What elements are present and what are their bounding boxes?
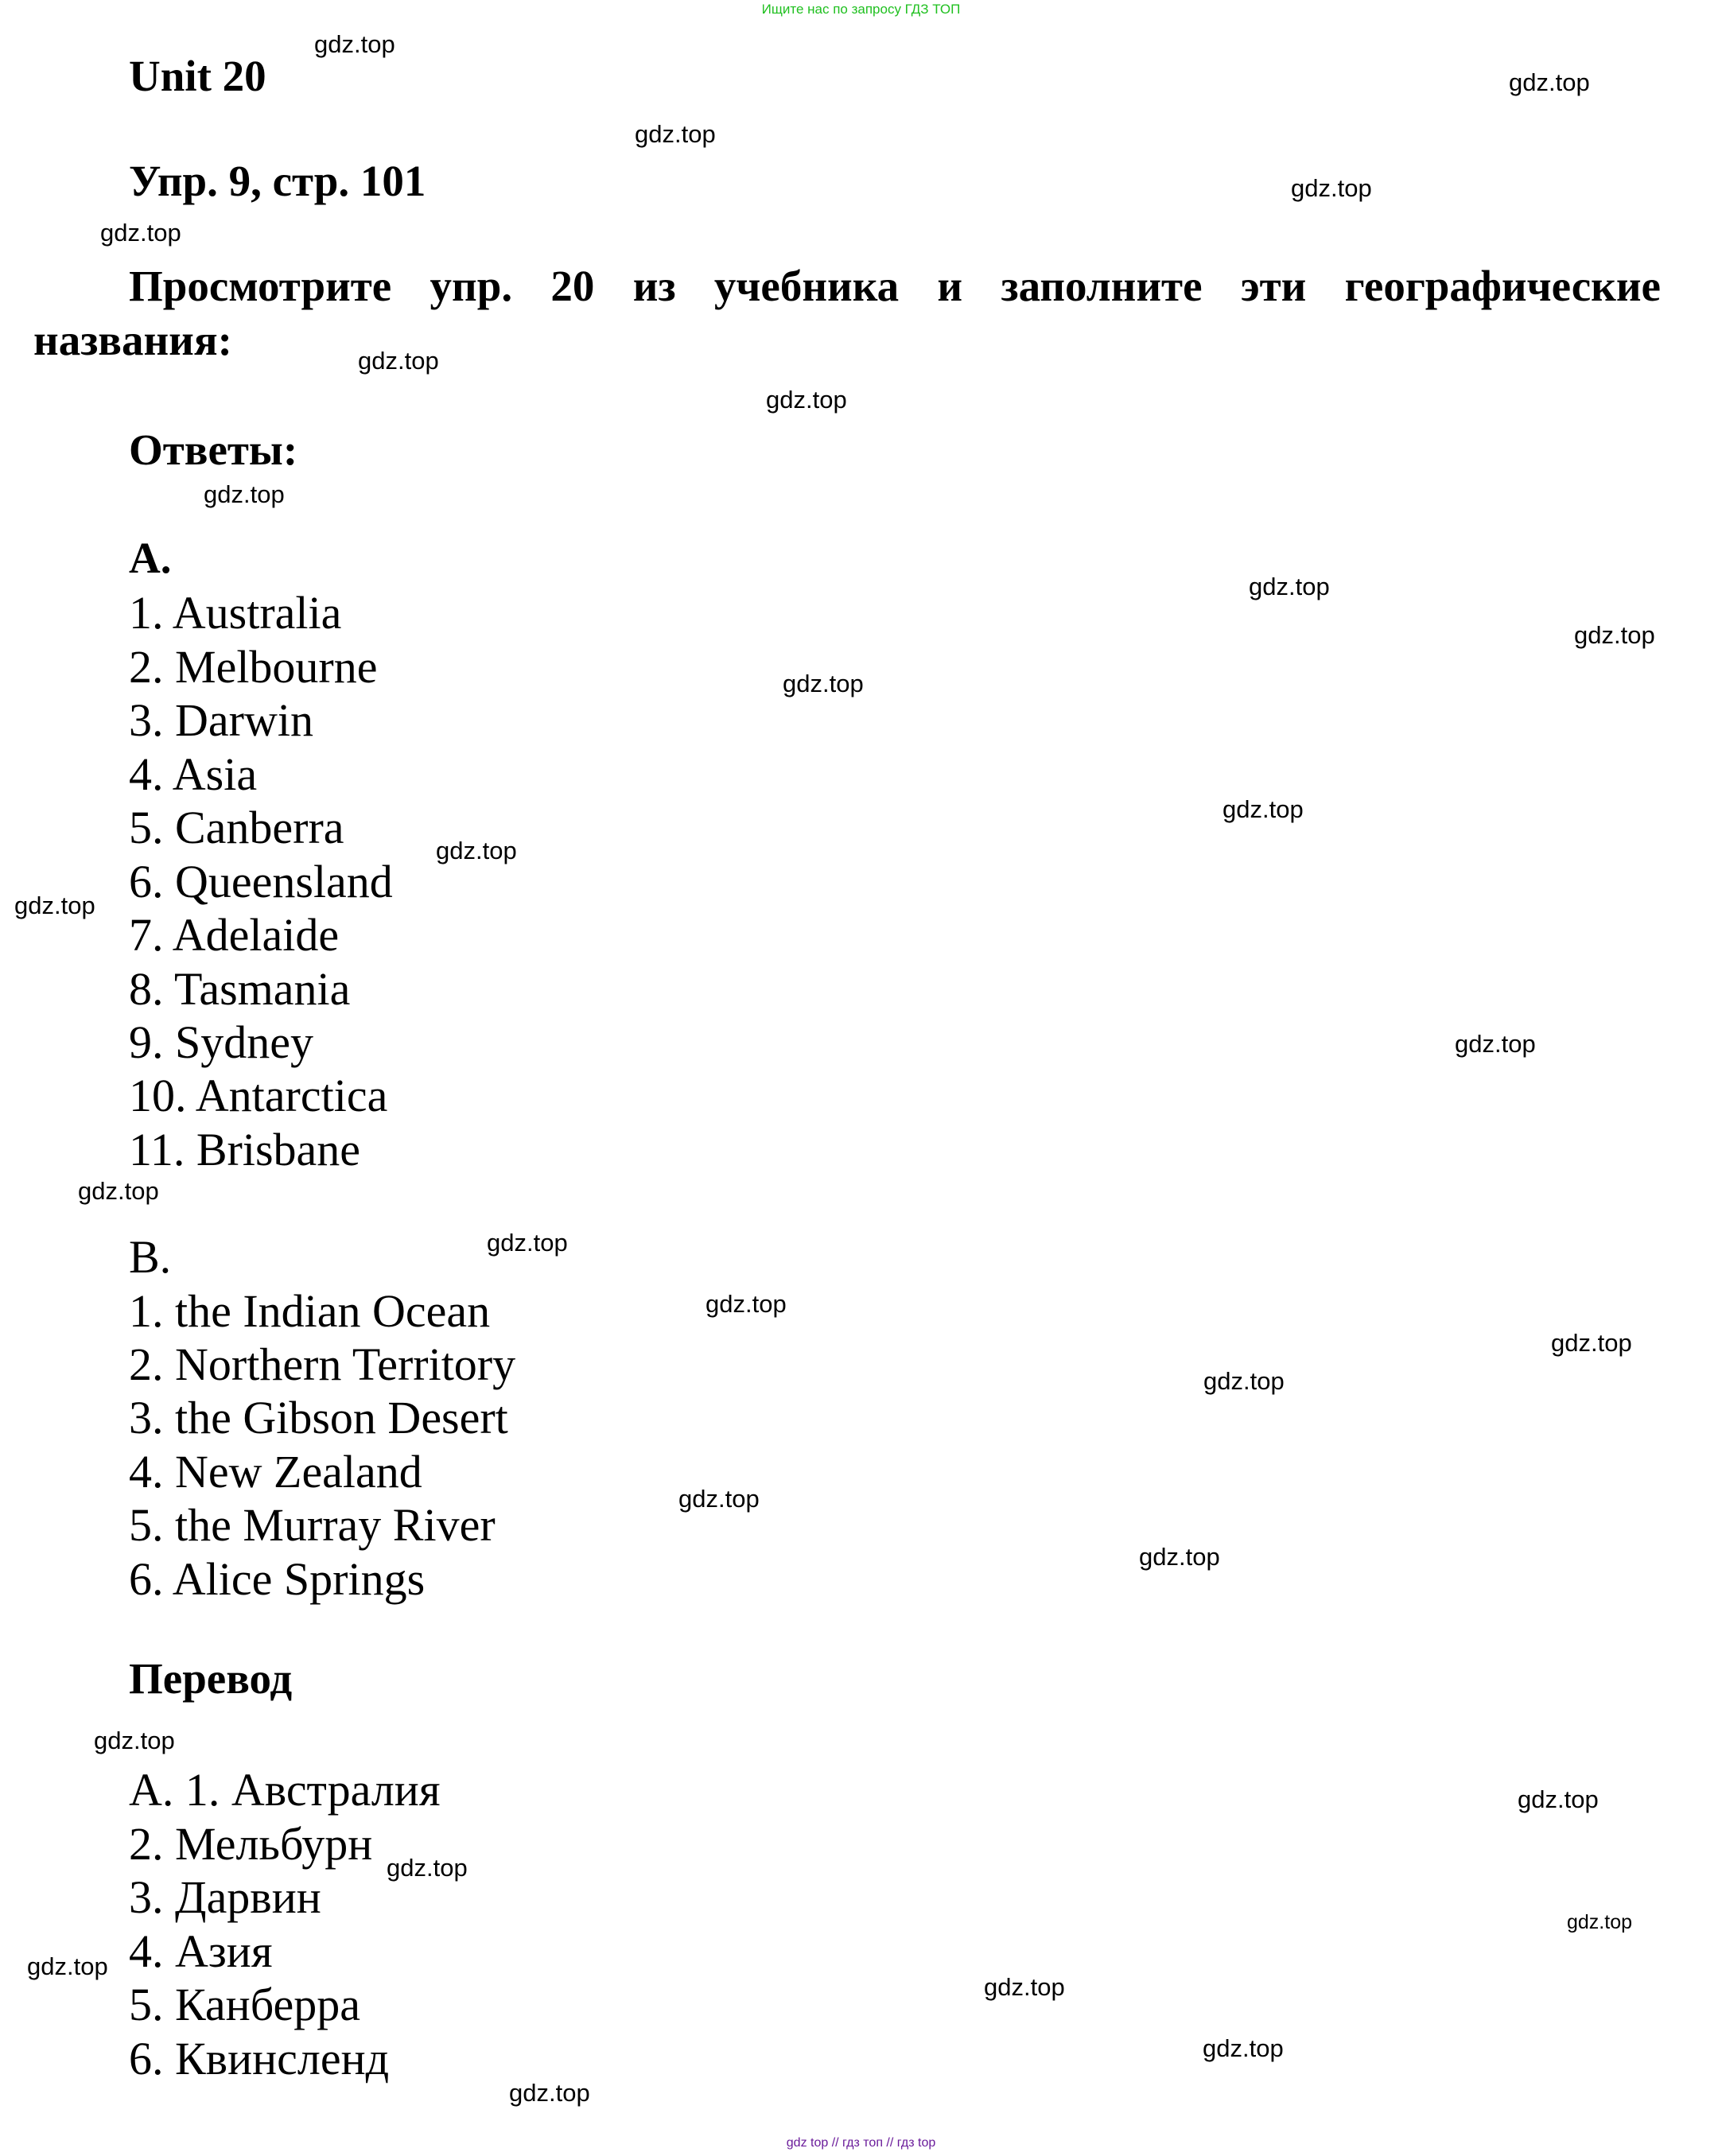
section-a-item: 4. Asia (129, 748, 258, 800)
instruction-word: заполните (1001, 262, 1203, 310)
watermark: gdz.top (1139, 1543, 1220, 1571)
instruction-word: упр. (430, 262, 513, 310)
watermark: gdz.top (1223, 795, 1304, 823)
section-a-label: A. (129, 534, 172, 582)
translation-item: 2. Мельбурн (129, 1818, 373, 1870)
translation-heading: Перевод (129, 1654, 293, 1703)
section-a-item: 5. Canberra (129, 802, 344, 853)
exercise-title: Упр. 9, стр. 101 (129, 157, 426, 205)
watermark: gdz.top (1249, 573, 1330, 600)
instruction-line-1 (129, 264, 1661, 308)
watermark: gdz.top (1567, 1911, 1633, 1933)
watermark: gdz.top (984, 1973, 1065, 2001)
translation-item: 4. Азия (129, 1925, 273, 1977)
watermark: gdz.top (487, 1229, 568, 1257)
answers-heading: Ответы: (129, 425, 298, 474)
translation-item: 5. Канберра (129, 1979, 360, 2030)
watermark: gdz.top (509, 2079, 590, 2107)
watermark: gdz.top (358, 347, 439, 375)
instruction-word: учебника (713, 262, 900, 310)
section-b-item: 1. the Indian Ocean (129, 1285, 491, 1337)
bottom-banner: gdz top // гдз топ // гдз top (786, 2136, 936, 2150)
watermark: gdz.top (635, 120, 716, 148)
watermark: gdz.top (27, 1952, 108, 1980)
section-a-item: 2. Melbourne (129, 641, 378, 693)
unit-title: Unit 20 (129, 52, 266, 100)
watermark: gdz.top (706, 1290, 787, 1318)
section-a-item: 1. Australia (129, 587, 342, 639)
top-banner: Ищите нас по запросу ГДЗ ТОП (761, 2, 961, 17)
watermark: gdz.top (1291, 174, 1372, 202)
section-a-item: 7. Adelaide (129, 909, 340, 961)
section-b-item: 4. New Zealand (129, 1446, 422, 1498)
watermark: gdz.top (1574, 621, 1655, 649)
watermark: gdz.top (94, 1727, 175, 1754)
translation-item: 3. Дарвин (129, 1871, 321, 1923)
section-a-item: 10. Antarctica (129, 1070, 388, 1121)
translation-item: A. 1. Австралия (129, 1764, 441, 1816)
instruction-word: Просмотрите (129, 262, 392, 310)
instruction-word: 20 (550, 262, 595, 310)
watermark: gdz.top (766, 386, 847, 414)
watermark: gdz.top (1455, 1030, 1536, 1058)
section-b-label: B. (129, 1231, 172, 1283)
instruction-word: и (937, 262, 963, 310)
watermark: gdz.top (387, 1854, 468, 1882)
watermark: gdz.top (1203, 1367, 1285, 1395)
watermark: gdz.top (1518, 1785, 1599, 1813)
section-a-item: 9. Sydney (129, 1016, 313, 1068)
instruction-word: эти (1240, 262, 1307, 310)
watermark: gdz.top (1551, 1329, 1632, 1357)
watermark: gdz.top (100, 219, 181, 247)
watermark: gdz.top (1203, 2034, 1284, 2062)
instruction-word: из (632, 262, 676, 310)
watermark: gdz.top (783, 670, 864, 697)
instruction-word: географические (1344, 262, 1661, 310)
watermark: gdz.top (314, 30, 395, 58)
instruction-line-2: названия: (33, 316, 232, 364)
section-a-item: 3. Darwin (129, 694, 313, 746)
section-b-item: 3. the Gibson Desert (129, 1392, 508, 1443)
watermark: gdz.top (14, 892, 95, 919)
watermark: gdz.top (204, 480, 285, 508)
section-b-item: 6. Alice Springs (129, 1553, 426, 1605)
watermark: gdz.top (1509, 68, 1590, 96)
translation-item: 6. Квинсленд (129, 2033, 390, 2084)
watermark: gdz.top (678, 1485, 760, 1513)
watermark: gdz.top (436, 837, 517, 864)
section-b-item: 2. Northern Territory (129, 1338, 516, 1390)
watermark: gdz.top (78, 1177, 159, 1205)
section-a-item: 6. Queensland (129, 856, 393, 907)
section-a-item: 8. Tasmania (129, 963, 351, 1015)
section-a-item: 11. Brisbane (129, 1124, 361, 1175)
section-b-item: 5. the Murray River (129, 1499, 496, 1551)
